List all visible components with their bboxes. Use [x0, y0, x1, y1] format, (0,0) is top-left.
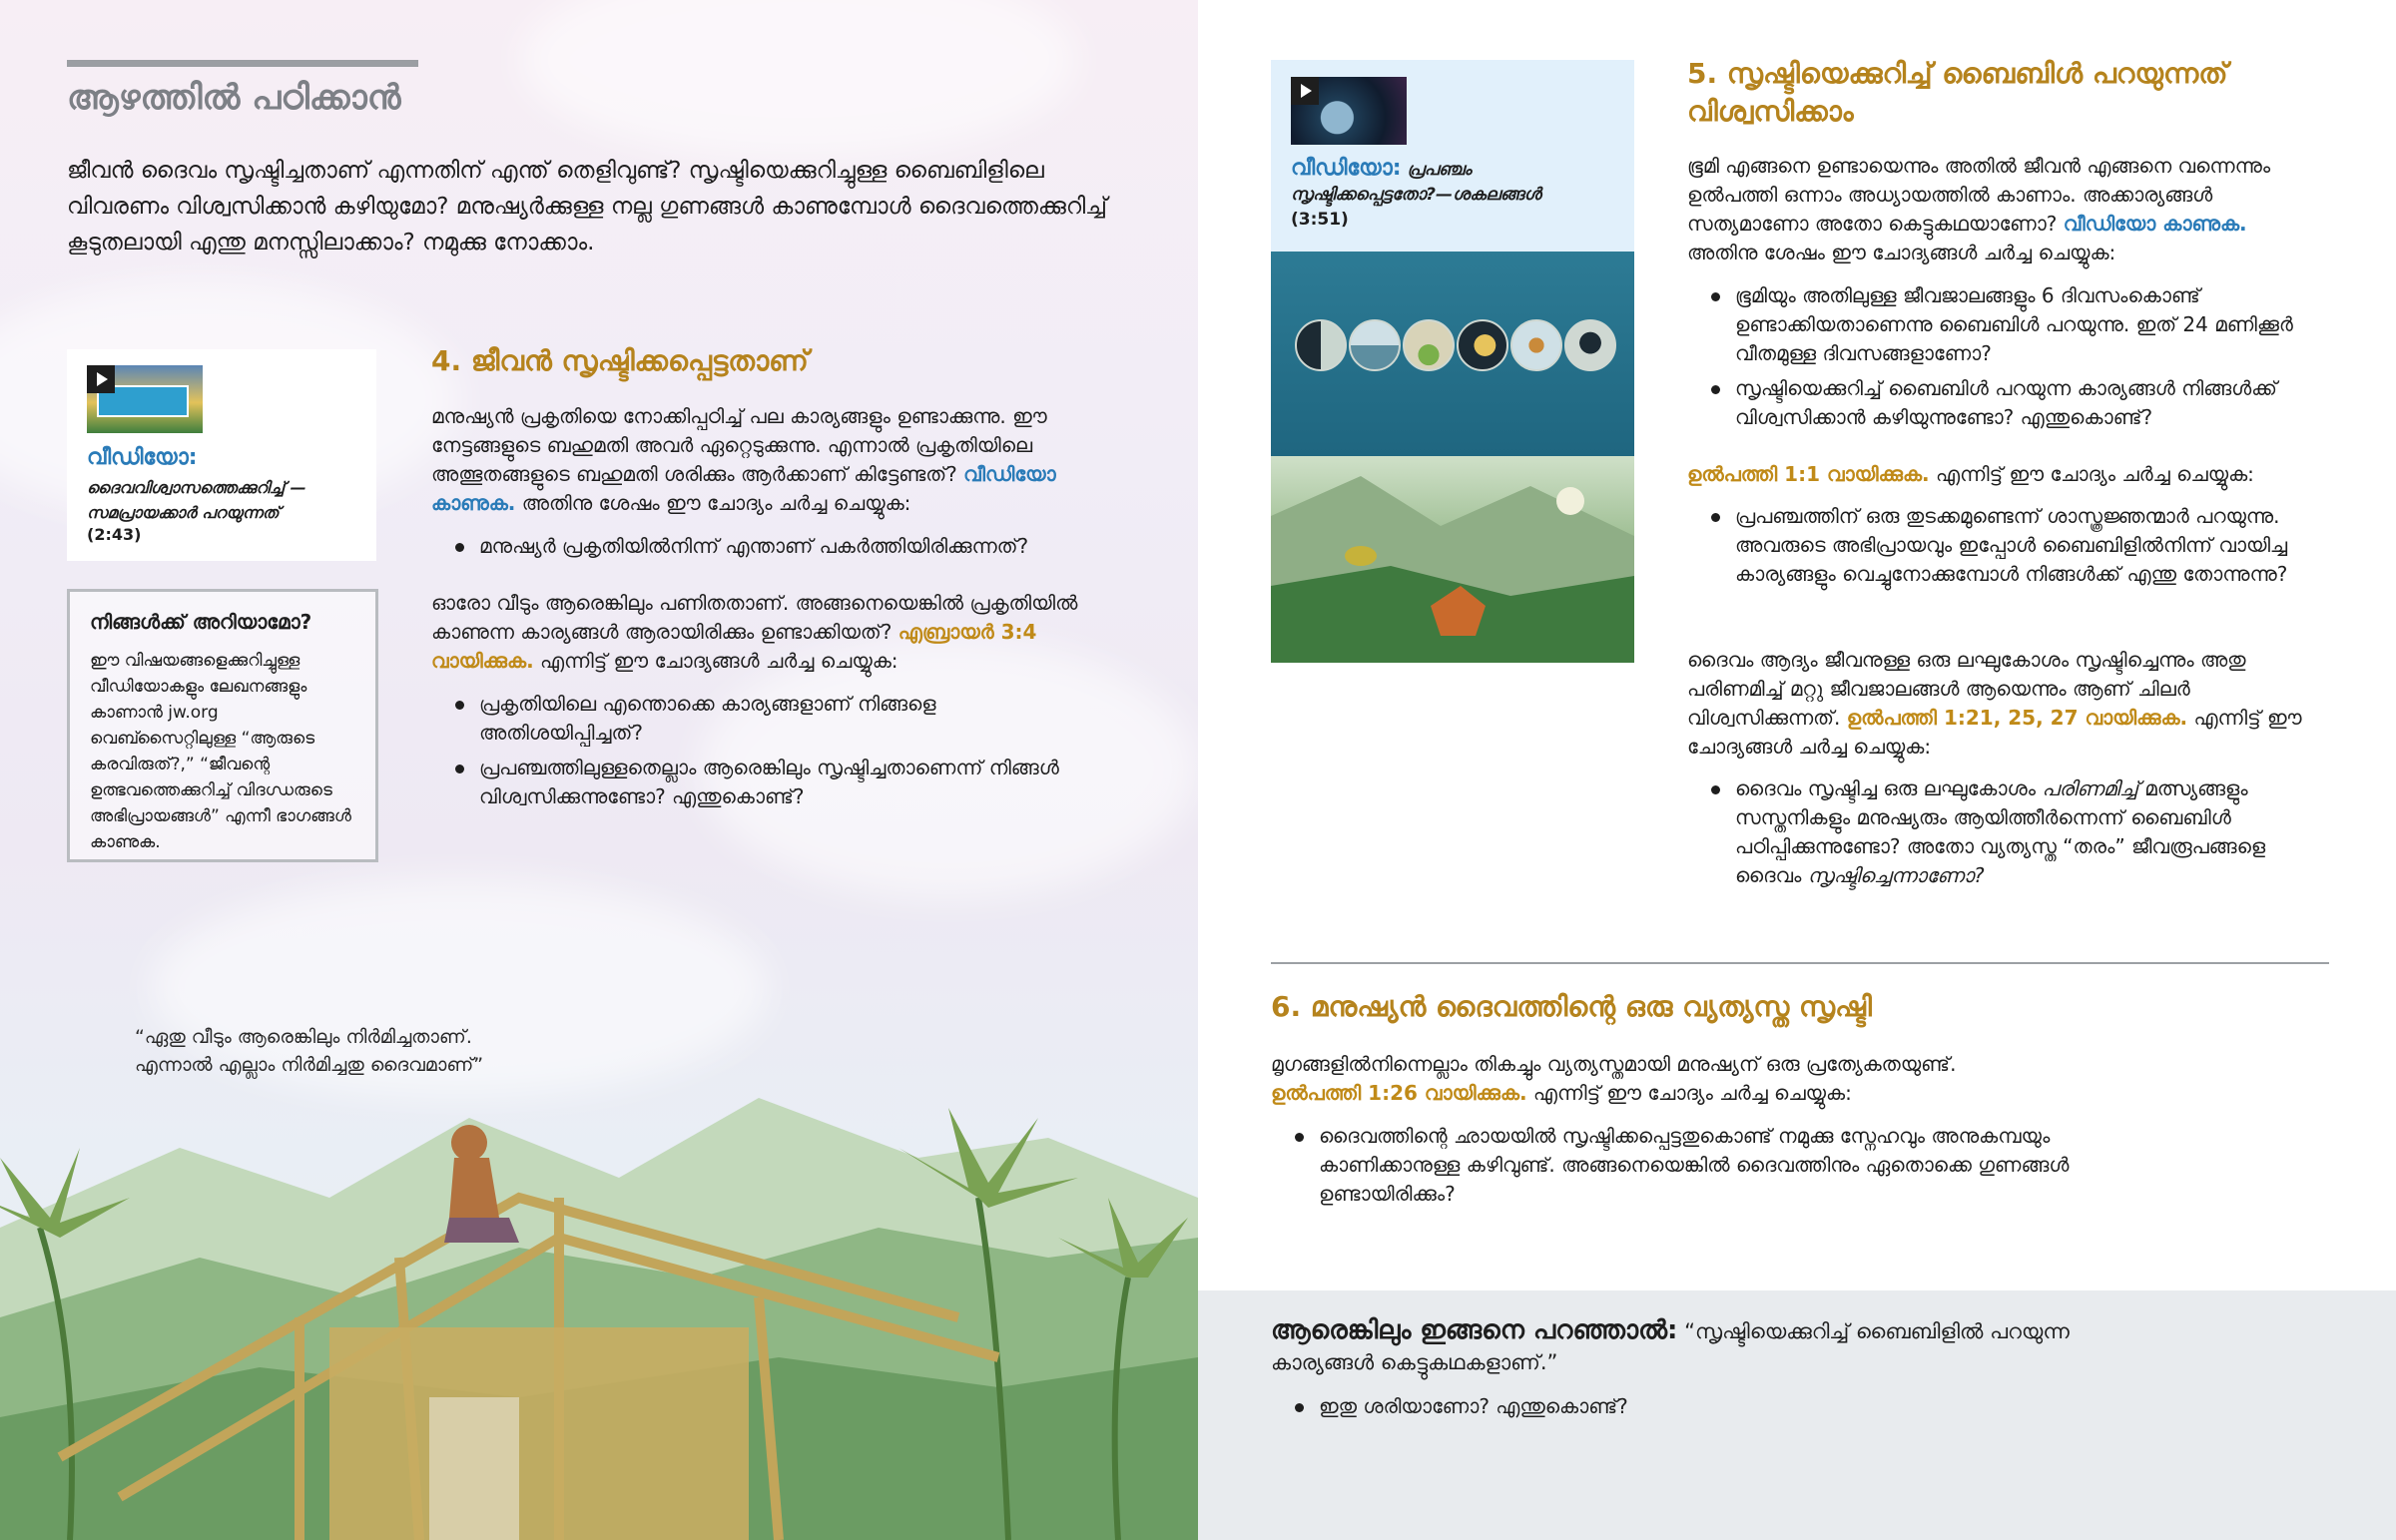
day-4-icon: [1457, 319, 1508, 371]
video-subtitle[interactable]: പ്രപഞ്ചം സൃഷ്ടിക്കപ്പെട്ടതോ?—ശകലങ്ങൾ: [1291, 160, 1541, 205]
header-rule: [67, 60, 418, 67]
day-3-icon: [1403, 319, 1455, 371]
bullet-text: മത്സ്യങ്ങളും സസ്തനികളും മനുഷ്യരും ആയിത്തീർന്നെന്ന് ബൈബിൾ പഠിപ്പിക്കുന്നുണ്ടോ? അതോ വ്യത്യസ്ത “തരം” ജീവരൂപങ്ങളെ ദൈവം: [1735, 776, 2266, 887]
section-4-paragraph-1: [431, 402, 1120, 518]
scripture-ref-genesis-1-1[interactable]: ഉൽപത്തി 1:1 വായിക്കുക.: [1687, 462, 1930, 486]
section-6-bullet-1: ദൈവത്തിന്റെ ഛായയിൽ സൃഷ്ടിക്കപ്പെട്ടതുകൊണ്ട് നമുക്കു സ്നേഹവും അനുകമ്പയും കാണിക്കാനുള്ള കഴിവുണ്ട്. അങ്ങനെയെങ്കിൽ ദൈവത്തിനും ഏതൊക്കെ ഗുണങ്ങൾ ഉണ്ടായിരിക്കും?: [1271, 1122, 2107, 1209]
bamboo-house-illustration: [0, 898, 1198, 1540]
section-5-bullet-4: [1687, 774, 2334, 890]
paragraph-text: ദൈവം ആദ്യം ജീവനുള്ള ഒരു ലഘുകോശം സൃഷ്ടിച്ചെന്നും അതു പരിണമിച്ച് മറ്റു ജീവജാലങ്ങൾ ആയെന്നും ആണ് ചിലർ വിശ്വസിക്കുന്നത്.: [1687, 648, 2246, 730]
video-card-faith[interactable]: [67, 349, 376, 561]
page-title: ആഴത്തിൽ പഠിക്കാൻ: [67, 78, 401, 118]
section-5-title: 5. സൃഷ്ടിയെക്കുറിച്ച് ബൈബിൾ പറയുന്നത് വിശ്വസിക്കാം: [1687, 57, 2228, 128]
illustration-caption: [135, 1023, 483, 1079]
watch-video-link[interactable]: വീഡിയോ കാണുക.: [2063, 212, 2247, 236]
video-card-universe[interactable]: [1271, 60, 1634, 663]
video-title[interactable]: [1291, 156, 1620, 233]
intro-paragraph: ജീവൻ ദൈവം സൃഷ്ടിച്ചതാണ് എന്നതിന് എന്ത് തെളിവുണ്ട്? സൃഷ്ടിയെക്കുറിച്ചുള്ള ബൈബിളിലെ വിവരണം വിശ്വസിക്കാൻ കഴിയുമോ? മനുഷ്യർക്കുള്ള നല്ല ഗുണങ്ങൾ കാണുമ്പോൾ ദൈവത്തെക്കുറിച്ച് കൂടുതലായി എന്തു മനസ്സിലാക്കാം? നമുക്കു നോക്കാം.: [67, 158, 1107, 256]
objection-bullet: ഇതു ശരിയാണോ? എന്തുകൊണ്ട്?: [1271, 1392, 2018, 1421]
creation-days-panel: [1271, 252, 1634, 456]
paragraph-text: അതിനു ശേഷം ഈ ചോദ്യങ്ങൾ ചർച്ച ചെയ്യുക:: [1687, 241, 2116, 264]
section-5-bullet-3: പ്രപഞ്ചത്തിന് ഒരു തുടക്കമുണ്ടെന്ന് ശാസ്ത്രജ്ഞന്മാർ പറയുന്നു. അവരുടെ അഭിപ്രായവും ഇപ്പോൾ ബൈബിളിൽനിന്ന് വായിച്ച കാര്യങ്ങളും വെച്ചുനോക്കുമ്പോൾ നിങ്ങൾക്ക് എന്തു തോന്നുന്നു?: [1687, 502, 2334, 589]
video-label[interactable]: വീഡിയോ:: [1291, 156, 1402, 181]
paragraph-text: ഓരോ വീടും ആരെങ്കിലും പണിതതാണ്. അങ്ങനെയെങ്കിൽ പ്രകൃതിയിൽ കാണുന്ന കാര്യങ്ങൾ ആരായിരിക്കും ഉണ്ടാക്കിയത്?: [431, 591, 1078, 644]
section-4-title: 4. ജീവൻ സൃഷ്ടിക്കപ്പെട്ടതാണ്: [431, 344, 809, 377]
section-divider: [1271, 962, 2329, 964]
section-5-paragraph-3: [1687, 646, 2336, 762]
scripture-ref-genesis-1-21[interactable]: ഉൽപത്തി 1:21, 25, 27 വായിക്കുക.: [1846, 706, 2188, 730]
did-you-know-box: [67, 589, 378, 862]
video-thumbnail[interactable]: [1291, 77, 1407, 145]
section-5-bullet-2: സൃഷ്ടിയെക്കുറിച്ച് ബൈബിൾ പറയുന്ന കാര്യങ്ങൾ നിങ്ങൾക്ക് വിശ്വസിക്കാൻ കഴിയുന്നുണ്ടോ? എന്തുകൊണ്ട്?: [1687, 374, 2324, 432]
video-thumbnail[interactable]: [87, 365, 203, 433]
video-card-header: [1271, 60, 1634, 252]
video-label[interactable]: വീഡിയോ:: [87, 445, 198, 470]
section-6-paragraph-1: [1271, 1050, 2070, 1108]
day-5-icon: [1510, 319, 1562, 371]
section-4-paragraph-2: [431, 589, 1120, 676]
play-icon[interactable]: [87, 365, 115, 393]
video-duration: (2:43): [87, 525, 142, 544]
paragraph-text: എന്നിട്ട് ഈ ചോദ്യം ചർച്ച ചെയ്യുക:: [1526, 1081, 1852, 1105]
play-icon[interactable]: [1291, 77, 1319, 105]
section-6-title: 6. മനുഷ്യൻ ദൈവത്തിന്റെ ഒരു വ്യത്യസ്ത സൃഷ്ടി: [1271, 990, 1872, 1023]
section-5-paragraph-2: [1687, 460, 2336, 489]
paragraph-text: മൃഗങ്ങളിൽനിന്നെല്ലാം തികച്ചും വ്യത്യസ്തമായി മനുഷ്യന് ഒരു പ്രത്യേകതയുണ്ട്.: [1271, 1052, 1957, 1076]
caption-line: “ഏതു വീടും ആരെങ്കിലും നിർമിച്ചതാണ്.: [135, 1026, 472, 1048]
paragraph-text: എന്നിട്ട് ഈ ചോദ്യങ്ങൾ ചർച്ച ചെയ്യുക:: [533, 649, 898, 673]
paragraph-text: ഭൂമി എങ്ങനെ ഉണ്ടായെന്നും അതിൽ ജീവൻ എങ്ങനെ വന്നെന്നും ഉൽപത്തി ഒന്നാം അധ്യായത്തിൽ കാണാം. അക്കാര്യങ്ങൾ സത്യമാണോ അതോ കെട്ടുകഥയാണോ?: [1687, 154, 2271, 236]
watch-video-link[interactable]: വീഡിയോ കാണുക.: [431, 462, 1056, 515]
bullet-text: ദൈവം സൃഷ്ടിച്ച ഒരു ലഘുകോശം: [1735, 776, 2043, 800]
objection-statement: [1271, 1315, 2169, 1378]
caption-line: എന്നാൽ എല്ലാം നിർമിച്ചതു ദൈവമാണ്”: [135, 1054, 484, 1076]
did-you-know-body: ഈ വിഷയങ്ങളെക്കുറിച്ചുള്ള വീഡിയോകളും ലേഖനങ്ങളും കാണാൻ jw.org വെബ്സൈറ്റിലുള്ള “ആരുടെ കരവിരുത്?,” “ജീവന്റെ ഉത്ഭവത്തെക്കുറിച്ച് വിദഗ്ധരുടെ അഭിപ്രായങ്ങൾ” എന്നീ ഭാഗങ്ങൾ കാണുക.: [90, 651, 351, 852]
day-6-icon: [1564, 319, 1616, 371]
video-title[interactable]: ദൈവവിശ്വാസത്തെക്കുറിച്ച് —സമപ്രായക്കാർ പറയുന്നത്: [87, 478, 306, 522]
scripture-ref-genesis-1-26[interactable]: ഉൽപത്തി 1:26 വായിക്കുക.: [1271, 1081, 1527, 1105]
bullet-emphasis: സൃഷ്ടിച്ചെന്നാണോ?: [1807, 863, 1985, 887]
paragraph-text: എന്നിട്ട് ഈ ചോദ്യം ചർച്ച ചെയ്യുക:: [1929, 462, 2254, 486]
section-4-bullet-1: മനുഷ്യർ പ്രകൃതിയിൽനിന്ന് എന്താണ് പകർത്തിയിരിക്കുന്നത്?: [431, 532, 1138, 561]
day-1-icon: [1295, 319, 1347, 371]
objection-text: “സൃഷ്ടിയെക്കുറിച്ച് ബൈബിളിൽ പറയുന്ന കാര്യങ്ങൾ കെട്ടുകഥകളാണ്.”: [1271, 1319, 2070, 1374]
section-4-bullet-2: പ്രകൃതിയിലെ എന്തൊക്കെ കാര്യങ്ങളാണ് നിങ്ങളെ അതിശയിപ്പിച്ചത്?: [431, 690, 1058, 748]
objection-lead: ആരെങ്കിലും ഇങ്ങനെ പറഞ്ഞാൽ:: [1271, 1315, 1678, 1345]
video-duration: (3:51): [1291, 210, 1349, 230]
paragraph-text: എന്നിട്ട് ഈ ചോദ്യങ്ങൾ ചർച്ച ചെയ്യുക:: [1687, 706, 2302, 759]
paragraph-text: അതിനു ശേഷം ഈ ചോദ്യം ചർച്ച ചെയ്യുക:: [515, 491, 911, 515]
cloud-decoration: [519, 0, 1078, 160]
section-5-bullet-1: ഭൂമിയും അതിലുള്ള ജീവജാലങ്ങളും 6 ദിവസംകൊണ്ട് ഉണ്ടാക്കിയതാണെന്നു ബൈബിൾ പറയുന്നു. ഇത് 24 മണിക്കൂർ വീതമുള്ള ദിവസങ്ങളാണോ?: [1687, 281, 2324, 368]
fox-bird-illustration: [1271, 456, 1634, 663]
section-5-paragraph-1: [1687, 152, 2336, 267]
section-4-bullet-3: പ്രപഞ്ചത്തിലുള്ളതെല്ലാം ആരെങ്കിലും സൃഷ്ടിച്ചതാണെന്ന് നിങ്ങൾ വിശ്വസിക്കുന്നുണ്ടോ? എന്തുകൊണ്ട്?: [431, 754, 1078, 811]
paragraph-text: മനുഷ്യൻ പ്രകൃതിയെ നോക്കിപ്പഠിച്ച് പല കാര്യങ്ങളും ഉണ്ടാക്കുന്നു. ഈ നേട്ടങ്ങളുടെ ബഹുമതി അവർ ഏറ്റെടുക്കുന്നു. എന്നാൽ പ്രകൃതിയിലെ അത്ഭുതങ്ങളുടെ ബഹുമതി ശരിക്കും ആർക്കാണ് കിട്ടേണ്ടത്?: [431, 404, 1047, 486]
day-2-icon: [1349, 319, 1401, 371]
scripture-ref-hebrews[interactable]: എബ്രായർ 3:4 വായിക്കുക.: [431, 620, 1037, 673]
did-you-know-title: നിങ്ങൾക്ക് അറിയാമോ?: [90, 610, 312, 634]
bullet-emphasis: പരിണമിച്ച്: [2042, 776, 2138, 800]
nature-scene-image: [1271, 456, 1634, 663]
